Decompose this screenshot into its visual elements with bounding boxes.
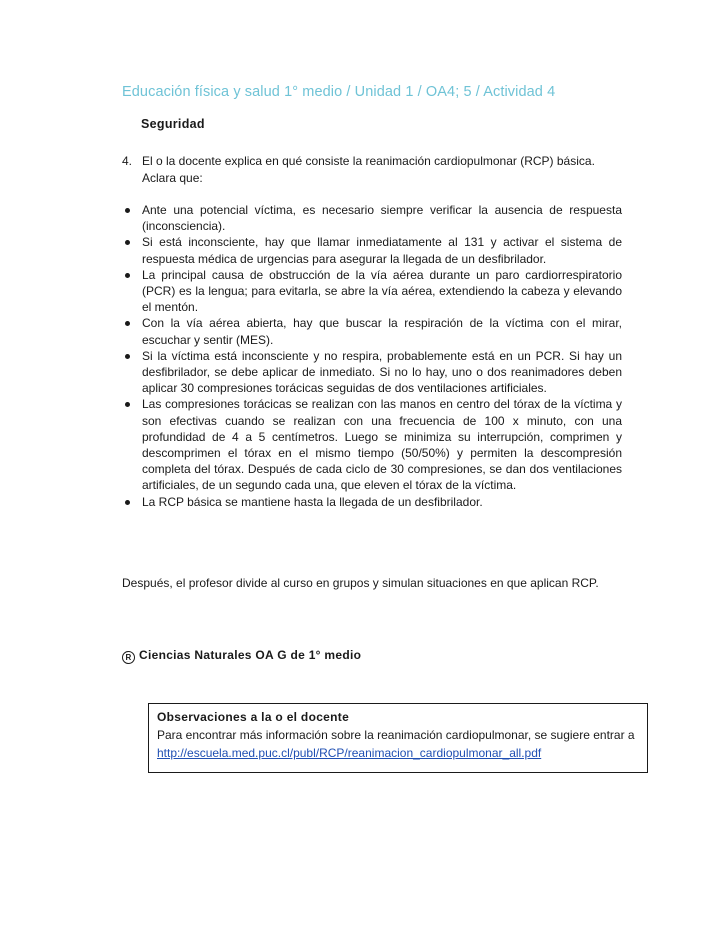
bullet-text: Si está inconsciente, hay que llamar inmediatamente al 131 y activar el sistema de respuesta médica de urgencias para asegurar la llegada de un desfibrilador. [142,235,622,266]
numbered-step [122,153,622,187]
bullet-list [122,202,622,510]
bullet-icon [125,500,130,505]
observations-text [157,726,639,762]
bullet-icon [125,208,130,213]
list-item [122,315,622,347]
bullet-text: Ante una potencial víctima, es necesario siempre verificar la ausencia de respuesta (inconsciencia). [142,203,622,234]
closing-paragraph: Después, el profesor divide al curso en grupos y simulan situaciones en que aplican RCP. [122,576,599,590]
bullet-icon [125,273,130,278]
bullet-icon [125,402,130,407]
resource-link[interactable]: http://escuela.med.puc.cl/publ/RCP/reanimacion_cardiopulmonar_all.pdf [157,746,542,760]
list-item [122,267,622,316]
bullet-icon [125,321,130,326]
bullet-text: Las compresiones torácicas se realizan con las manos en centro del tórax de la víctima y son efectivas cuando se realizan con una frecuencia de 100 x minuto, con una profundidad de 4 a 5 centímetros. Luego se minimiza su interrupción, comprimen y descomprimen el tórax en el mismo tiempo (50/50%) y permiten la descompresión completa del tórax. Después de cada ciclo de 30 compresiones, se dan dos ventilaciones artificiales, de un segundo cada una, que eleven el tórax de la víctima. [142,397,622,493]
observations-box [148,703,648,773]
bullet-text: La principal causa de obstrucción de la vía aérea durante un paro cardiorrespiratorio (PCR) es la lengua; para evitarla, se abre la vía aérea, extendiendo la cabeza y elevando el mentón. [142,267,622,315]
list-item [122,234,622,266]
observations-body: Para encontrar más información sobre la reanimación cardiopulmonar, se sugiere entrar a [157,728,635,742]
step-text: El o la docente explica en qué consiste la reanimación cardiopulmonar (RCP) básica. Aclara que: [142,154,595,185]
bullet-icon [125,240,130,245]
breadcrumb-header: Educación física y salud 1° medio / Unidad 1 / OA4; 5 / Actividad 4 [122,84,556,100]
oa-reference-text: Ciencias Naturales OA G de 1° medio [139,648,362,662]
bullet-icon [125,354,130,359]
bullet-text: Si la víctima está inconsciente y no respira, probablemente está en un PCR. Si hay un desfibrilador, se debe aplicar de inmediato. Si no lo hay, uno o dos reanimadores deben aplicar 30 compresiones torácicas seguidas de dos ventilaciones artificiales. [142,348,622,396]
bullet-text: Con la vía aérea abierta, hay que buscar la respiración de la víctima con el mirar, escuchar y sentir (MES). [142,316,622,347]
list-item [122,396,622,493]
step-number: 4. [122,154,133,168]
observations-title: Observaciones a la o el docente [157,710,350,724]
registered-mark-icon: R [122,651,135,664]
section-title: Seguridad [141,117,205,131]
list-item [122,348,622,397]
bullet-text: La RCP básica se mantiene hasta la llegada de un desfibrilador. [142,494,483,509]
list-item [122,202,622,234]
list-item [122,494,622,510]
oa-reference [122,648,361,664]
